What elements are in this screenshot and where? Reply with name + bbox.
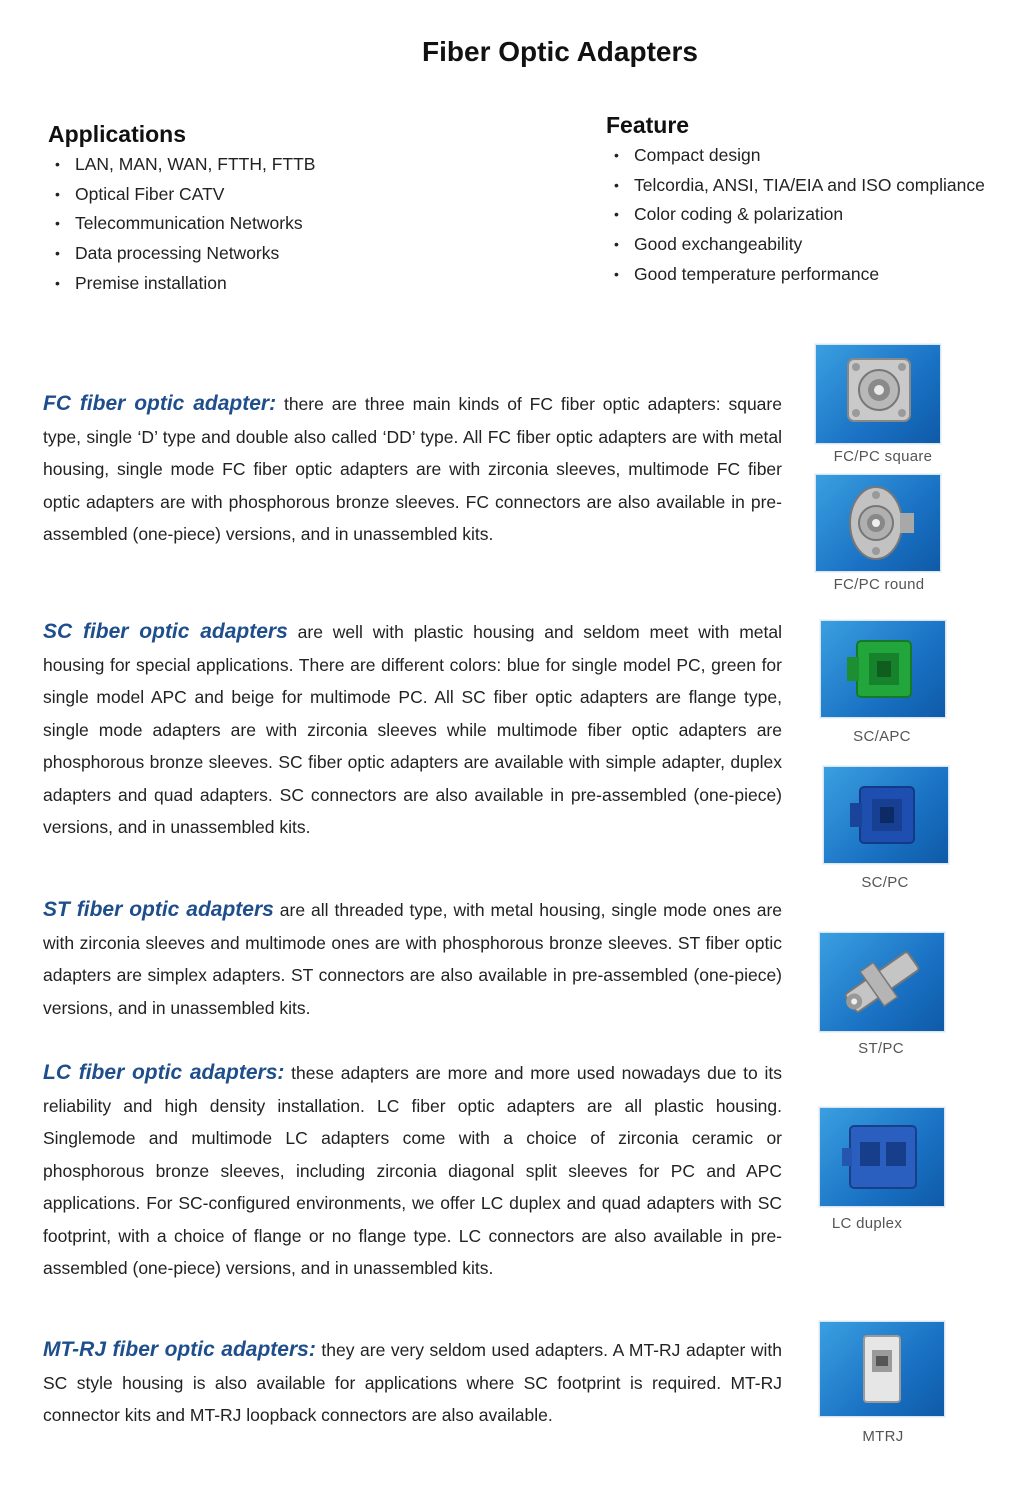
- image-caption: FC/PC round: [833, 576, 925, 593]
- list-item: • Compact design: [614, 145, 761, 165]
- list-item: • Optical Fiber CATV: [55, 183, 225, 204]
- sc-pc-adapter-icon: [823, 766, 949, 864]
- mtrj-adapter-icon: [819, 1321, 945, 1417]
- fc-section: FC fiber optic adapter: there are three main kinds of FC fiber optic adapters: square type, single ‘D’ type and double also called ‘DD’ type. All FC fiber optic adapters are with metal housing, single mode FC fiber optic adapters are with zirconia sleeves, multimode FC fiber optic adapters are with phosphorous bronze sleeves. FC connectors are also available in pre-assembled (one-piece) versions, and in unassembled kits.: [43, 392, 782, 544]
- feature-list: [606, 141, 985, 290]
- st-section: ST fiber optic adapters are all threaded type, with metal housing, single mode ones are with zirconia sleeves and multimode ones are with phosphorous bronze sleeves. ST fiber optic adapters are simplex adapters. ST connectors are also available in pre-assembled (one-piece) versions, and in unassembled kits.: [43, 898, 782, 1018]
- st-heading: ST fiber optic adapters: [43, 898, 274, 921]
- list-item: • Telcordia, ANSI, TIA/EIA and ISO compliance: [614, 174, 985, 195]
- list-item: • Good temperature performance: [614, 263, 880, 284]
- image-caption: MTRJ: [862, 1428, 904, 1445]
- mtrj-section: MT-RJ fiber optic adapters: they are very seldom used adapters. A MT-RJ adapter with SC style housing is also available for applications where SC footprint is required. MT-RJ connector kits and MT-RJ loopback connectors are also available.: [43, 1338, 783, 1425]
- image-caption: LC duplex: [831, 1215, 903, 1232]
- feature-heading: Feature: [606, 112, 690, 138]
- list-item: • Premise installation: [55, 272, 227, 293]
- image-caption: ST/PC: [858, 1040, 904, 1057]
- lc-heading: LC fiber optic adapters:: [43, 1061, 285, 1084]
- st-pc-adapter-icon: [819, 932, 945, 1032]
- mtrj-heading: MT-RJ fiber optic adapters:: [43, 1338, 316, 1361]
- page-title: Fiber Optic Adapters: [422, 36, 698, 67]
- fc-heading: FC fiber optic adapter:: [43, 392, 277, 415]
- image-caption: SC/APC: [853, 728, 911, 745]
- lc-duplex-adapter-icon: [819, 1107, 945, 1207]
- list-item: • LAN, MAN, WAN, FTTH, FTTB: [55, 154, 316, 174]
- list-item: • Telecommunication Networks: [55, 213, 303, 234]
- lc-section: LC fiber optic adapters: these adapters are more and more used nowadays due to its reliability and high density installation. LC fiber optic adapters are all plastic housing. Singlemode and multimode LC adapters come with a choice of zirconia ceramic or phosphorous bronze sleeves, including zirconia diagonal split sleeves for PC and APC applications. For SC-configured environments, we offer LC duplex and quad adapters with SC footprint, with a choice of flange or no flange type. LC connectors are also available in pre-assembled (one-piece) versions, and in unassembled kits.: [43, 1061, 782, 1278]
- list-item: • Good exchangeability: [614, 234, 803, 255]
- fc-round-adapter-icon: [815, 474, 941, 572]
- list-item: • Color coding & polarization: [614, 204, 844, 225]
- image-caption: SC/PC: [861, 874, 909, 891]
- list-item: • Data processing Networks: [55, 243, 280, 264]
- sc-section: SC fiber optic adapters are well with plastic housing and seldom meet with metal housing for special applications. There are different colors: blue for single model PC, green for single model APC and beige for multimode PC. All SC fiber optic adapters are flange type, single mode adapters are with zirconia sleeves while multimode fiber optic adapters are phosphorous bronze sleeves. SC fiber optic adapters are available with simple adapter, duplex adapters and quad adapters. SC connectors are also available in pre-assembled (one-piece) versions, and in unassembled kits.: [43, 620, 783, 837]
- sc-apc-adapter-icon: [820, 620, 946, 718]
- sc-heading: SC fiber optic adapters: [43, 620, 288, 643]
- applications-heading: Applications: [48, 121, 187, 147]
- fc-square-adapter-icon: [815, 344, 941, 444]
- applications-list: [47, 150, 315, 299]
- image-caption: FC/PC square: [833, 448, 933, 465]
